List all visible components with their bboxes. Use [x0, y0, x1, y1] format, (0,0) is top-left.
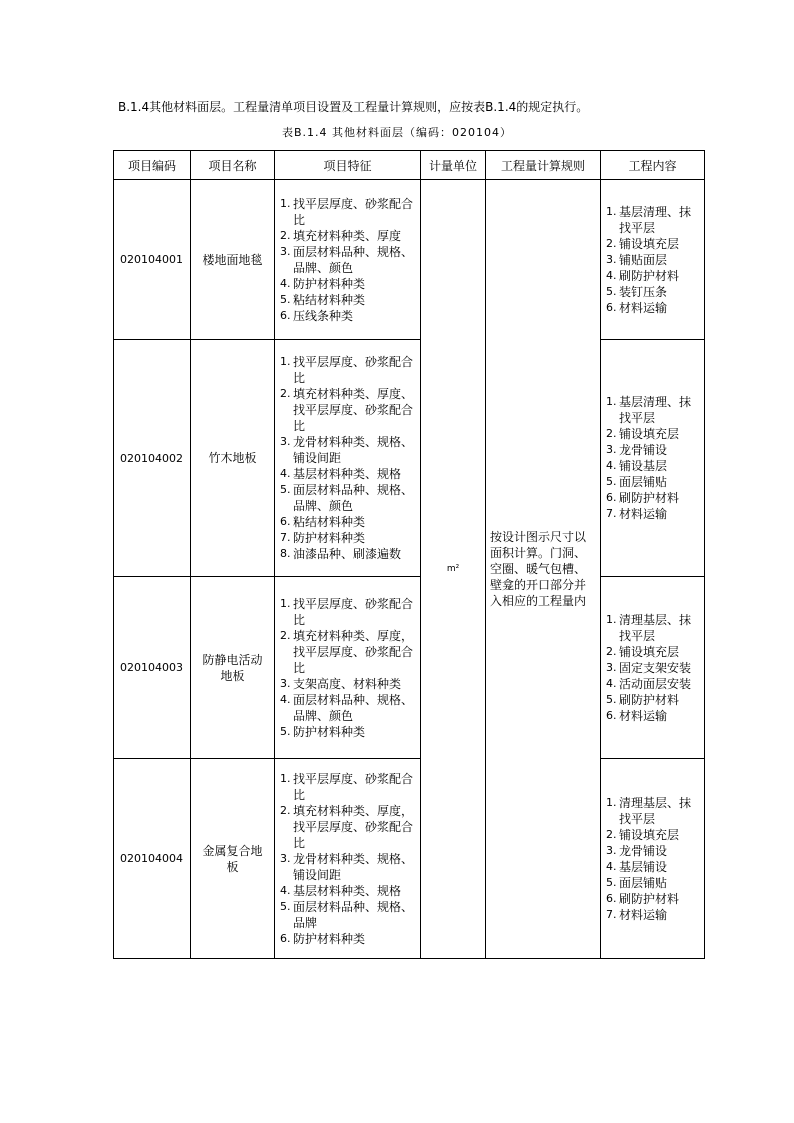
list-number: 3.	[280, 244, 291, 258]
list-item	[280, 692, 416, 724]
list-item	[280, 466, 416, 482]
list-number: 6.	[606, 891, 617, 905]
list-item	[606, 660, 700, 676]
list-number: 5.	[606, 284, 617, 298]
list-number: 2.	[280, 803, 291, 817]
list-number: 1.	[606, 612, 617, 626]
list-text: 找平层厚度、砂浆配合比	[293, 596, 414, 627]
table-row	[114, 340, 705, 577]
list-item	[606, 426, 700, 442]
list-number: 3.	[280, 851, 291, 865]
list-number: 3.	[280, 435, 291, 448]
list-text: 铺设基层	[619, 459, 668, 473]
list-item	[606, 891, 700, 907]
work-list	[601, 394, 704, 522]
list-text: 刷防护材料	[619, 491, 680, 505]
list-text: 面层铺贴	[619, 875, 668, 890]
list-text: 粘结材料种类	[293, 515, 366, 529]
list-text: 刷防护材料	[619, 891, 680, 906]
calculation-rule-text: 按设计图示尺寸以面积计算。门洞、空圈、暖气包槽、壁龛的开口部分并入相应的工程量内	[490, 530, 587, 608]
list-item	[280, 883, 416, 899]
item-name-text: 竹木地板	[208, 451, 257, 465]
list-number: 2.	[280, 628, 291, 642]
list-number: 5.	[606, 475, 617, 488]
list-text: 面层材料品种、规格、品牌、颜色	[293, 692, 414, 723]
list-item	[606, 506, 700, 522]
list-text: 材料运输	[619, 300, 668, 315]
list-number: 3.	[280, 676, 291, 690]
list-item	[606, 907, 700, 923]
list-number: 3.	[606, 443, 617, 456]
list-item	[606, 252, 700, 268]
list-item	[606, 692, 700, 708]
list-item	[606, 644, 700, 660]
list-text: 支架高度、材料种类	[293, 676, 402, 691]
table-row	[114, 577, 705, 759]
list-number: 5.	[606, 875, 617, 889]
item-work	[601, 180, 705, 340]
list-number: 6.	[606, 491, 617, 504]
list-text: 面层铺贴	[619, 475, 668, 489]
item-features	[275, 180, 421, 340]
list-text: 基层材料种类、规格	[293, 883, 402, 898]
work-list	[601, 795, 704, 923]
list-number: 6.	[280, 515, 291, 528]
feature-list	[275, 354, 420, 562]
list-text: 活动面层安装	[619, 676, 692, 691]
list-number: 2.	[606, 644, 617, 658]
list-item	[606, 708, 700, 724]
list-text: 基层清理、抹找平层	[619, 395, 692, 425]
list-item	[280, 514, 416, 530]
list-text: 铺设填充层	[619, 236, 680, 251]
list-item	[280, 482, 416, 514]
header-rule: 工程量计算规则	[486, 151, 601, 180]
list-item	[606, 875, 700, 891]
list-item	[280, 546, 416, 562]
table-row	[114, 759, 705, 959]
list-text: 铺设填充层	[619, 644, 680, 659]
list-text: 龙骨铺设	[619, 843, 668, 858]
list-item	[280, 308, 416, 324]
list-item	[606, 204, 700, 236]
feature-list	[275, 771, 420, 947]
list-text: 填充材料种类、厚度	[293, 228, 402, 243]
list-number: 1.	[280, 596, 291, 610]
list-text: 铺设填充层	[619, 827, 680, 842]
list-text: 压线条种类	[293, 308, 354, 323]
list-item	[280, 228, 416, 244]
list-item	[606, 442, 700, 458]
list-item	[280, 292, 416, 308]
list-text: 找平层厚度、砂浆配合比	[293, 196, 414, 227]
item-work	[601, 340, 705, 577]
list-item	[606, 795, 700, 827]
item-features	[275, 577, 421, 759]
list-item	[606, 859, 700, 875]
item-name	[191, 180, 275, 340]
list-item	[606, 236, 700, 252]
list-item	[606, 843, 700, 859]
list-number: 3.	[606, 843, 617, 857]
list-number: 1.	[606, 795, 617, 809]
item-name-text: 金属复合地板	[202, 843, 263, 874]
list-item	[606, 676, 700, 692]
item-code: 020104004	[114, 759, 191, 959]
list-number: 1.	[280, 196, 291, 210]
list-number: 4.	[280, 467, 291, 480]
list-number: 6.	[280, 931, 291, 945]
work-list	[601, 612, 704, 724]
list-text: 填充材料种类、厚度，找平层厚度、砂浆配合比	[293, 628, 414, 675]
list-text: 装钉压条	[619, 284, 668, 299]
list-number: 1.	[606, 395, 617, 408]
list-number: 2.	[280, 387, 291, 400]
list-item	[280, 386, 416, 434]
list-number: 5.	[280, 483, 291, 496]
list-item	[280, 676, 416, 692]
list-number: 2.	[606, 827, 617, 841]
list-item	[280, 244, 416, 276]
list-text: 铺贴面层	[619, 252, 668, 267]
list-number: 4.	[280, 883, 291, 897]
list-number: 4.	[606, 268, 617, 282]
list-text: 固定支架安装	[619, 660, 692, 675]
list-text: 基层铺设	[619, 859, 668, 874]
intro-paragraph: B.1.4其他材料面层。工程量清单项目设置及工程量计算规则，应按表B.1.4的规定执行。	[118, 100, 589, 114]
item-features	[275, 340, 421, 577]
list-text: 粘结材料种类	[293, 292, 366, 307]
header-name: 项目名称	[191, 151, 275, 180]
list-text: 刷防护材料	[619, 268, 680, 283]
list-item	[606, 827, 700, 843]
list-item	[280, 596, 416, 628]
list-number: 4.	[606, 676, 617, 690]
list-text: 填充材料种类、厚度，找平层厚度、砂浆配合比	[293, 803, 414, 850]
list-number: 7.	[280, 531, 291, 544]
list-text: 防护材料种类	[293, 724, 366, 739]
list-item	[280, 354, 416, 386]
list-item	[606, 612, 700, 644]
feature-list	[275, 196, 420, 324]
table-row	[114, 180, 705, 340]
list-item	[606, 284, 700, 300]
item-work	[601, 577, 705, 759]
calculation-rule	[486, 180, 601, 959]
list-number: 6.	[606, 708, 617, 722]
feature-list	[275, 596, 420, 740]
list-number: 8.	[280, 547, 291, 560]
list-text: 油漆品种、刷漆遍数	[293, 547, 402, 561]
list-item	[280, 434, 416, 466]
work-list	[601, 204, 704, 316]
list-item	[280, 196, 416, 228]
list-item	[606, 300, 700, 316]
table-caption: 表B.1.4 其他材料面层（编码：020104）	[281, 126, 513, 139]
item-code: 020104003	[114, 577, 191, 759]
list-item	[606, 490, 700, 506]
list-text: 找平层厚度、砂浆配合比	[293, 771, 414, 802]
item-features	[275, 759, 421, 959]
list-text: 防护材料种类	[293, 276, 366, 291]
list-item	[606, 268, 700, 284]
list-text: 面层材料品种、规格、品牌	[293, 899, 414, 930]
list-text: 基层材料种类、规格	[293, 467, 402, 481]
list-number: 3.	[606, 252, 617, 266]
list-number: 2.	[606, 236, 617, 250]
list-item	[280, 530, 416, 546]
list-number: 5.	[606, 692, 617, 706]
list-text: 材料运输	[619, 708, 668, 723]
list-item	[280, 803, 416, 851]
list-number: 7.	[606, 507, 617, 520]
list-text: 防护材料种类	[293, 531, 366, 545]
list-text: 面层材料品种、规格、品牌、颜色	[293, 483, 414, 513]
item-name-text: 楼地面地毯	[202, 252, 263, 267]
list-number: 1.	[606, 204, 617, 218]
list-number: 5.	[280, 724, 291, 738]
list-number: 3.	[606, 660, 617, 674]
list-number: 1.	[280, 355, 291, 368]
list-text: 龙骨铺设	[619, 443, 668, 457]
list-text: 防护材料种类	[293, 931, 366, 946]
list-number: 2.	[280, 228, 291, 242]
list-number: 4.	[606, 859, 617, 873]
item-code: 020104002	[114, 340, 191, 577]
header-features: 项目特征	[275, 151, 421, 180]
item-work	[601, 759, 705, 959]
list-number: 4.	[606, 459, 617, 472]
measurement-unit: m²	[421, 180, 486, 959]
list-text: 铺设填充层	[619, 427, 680, 441]
list-item	[280, 628, 416, 676]
item-code: 020104001	[114, 180, 191, 340]
list-item	[606, 394, 700, 426]
list-item	[606, 458, 700, 474]
list-text: 材料运输	[619, 507, 668, 521]
list-text: 面层材料品种、规格、品牌、颜色	[293, 244, 414, 275]
list-number: 4.	[280, 276, 291, 290]
list-item	[280, 899, 416, 931]
item-name	[191, 759, 275, 959]
header-work: 工程内容	[601, 151, 705, 180]
list-text: 材料运输	[619, 907, 668, 922]
list-item	[606, 474, 700, 490]
list-number: 5.	[280, 292, 291, 306]
list-number: 5.	[280, 899, 291, 913]
list-number: 6.	[606, 300, 617, 314]
item-name-text: 防静电活动地板	[202, 652, 263, 683]
list-text: 基层清理、抹找平层	[619, 204, 692, 235]
list-item	[280, 851, 416, 883]
table-header-row	[114, 151, 705, 180]
item-name	[191, 577, 275, 759]
list-text: 填充材料种类、厚度、找平层厚度、砂浆配合比	[293, 387, 414, 433]
list-text: 刷防护材料	[619, 692, 680, 707]
list-item	[280, 724, 416, 740]
list-number: 4.	[280, 692, 291, 706]
list-text: 龙骨材料种类、规格、铺设间距	[293, 435, 414, 465]
bill-of-quantities-table	[113, 150, 705, 959]
list-item	[280, 771, 416, 803]
list-text: 龙骨材料种类、规格、铺设间距	[293, 851, 414, 882]
list-item	[280, 276, 416, 292]
list-item	[280, 931, 416, 947]
list-number: 2.	[606, 427, 617, 440]
header-code: 项目编码	[114, 151, 191, 180]
list-text: 清理基层、抹找平层	[619, 612, 692, 643]
list-text: 清理基层、抹找平层	[619, 795, 692, 826]
list-text: 找平层厚度、砂浆配合比	[293, 355, 414, 385]
header-unit: 计量单位	[421, 151, 486, 180]
list-number: 1.	[280, 771, 291, 785]
list-number: 7.	[606, 907, 617, 921]
list-number: 6.	[280, 308, 291, 322]
item-name	[191, 340, 275, 577]
